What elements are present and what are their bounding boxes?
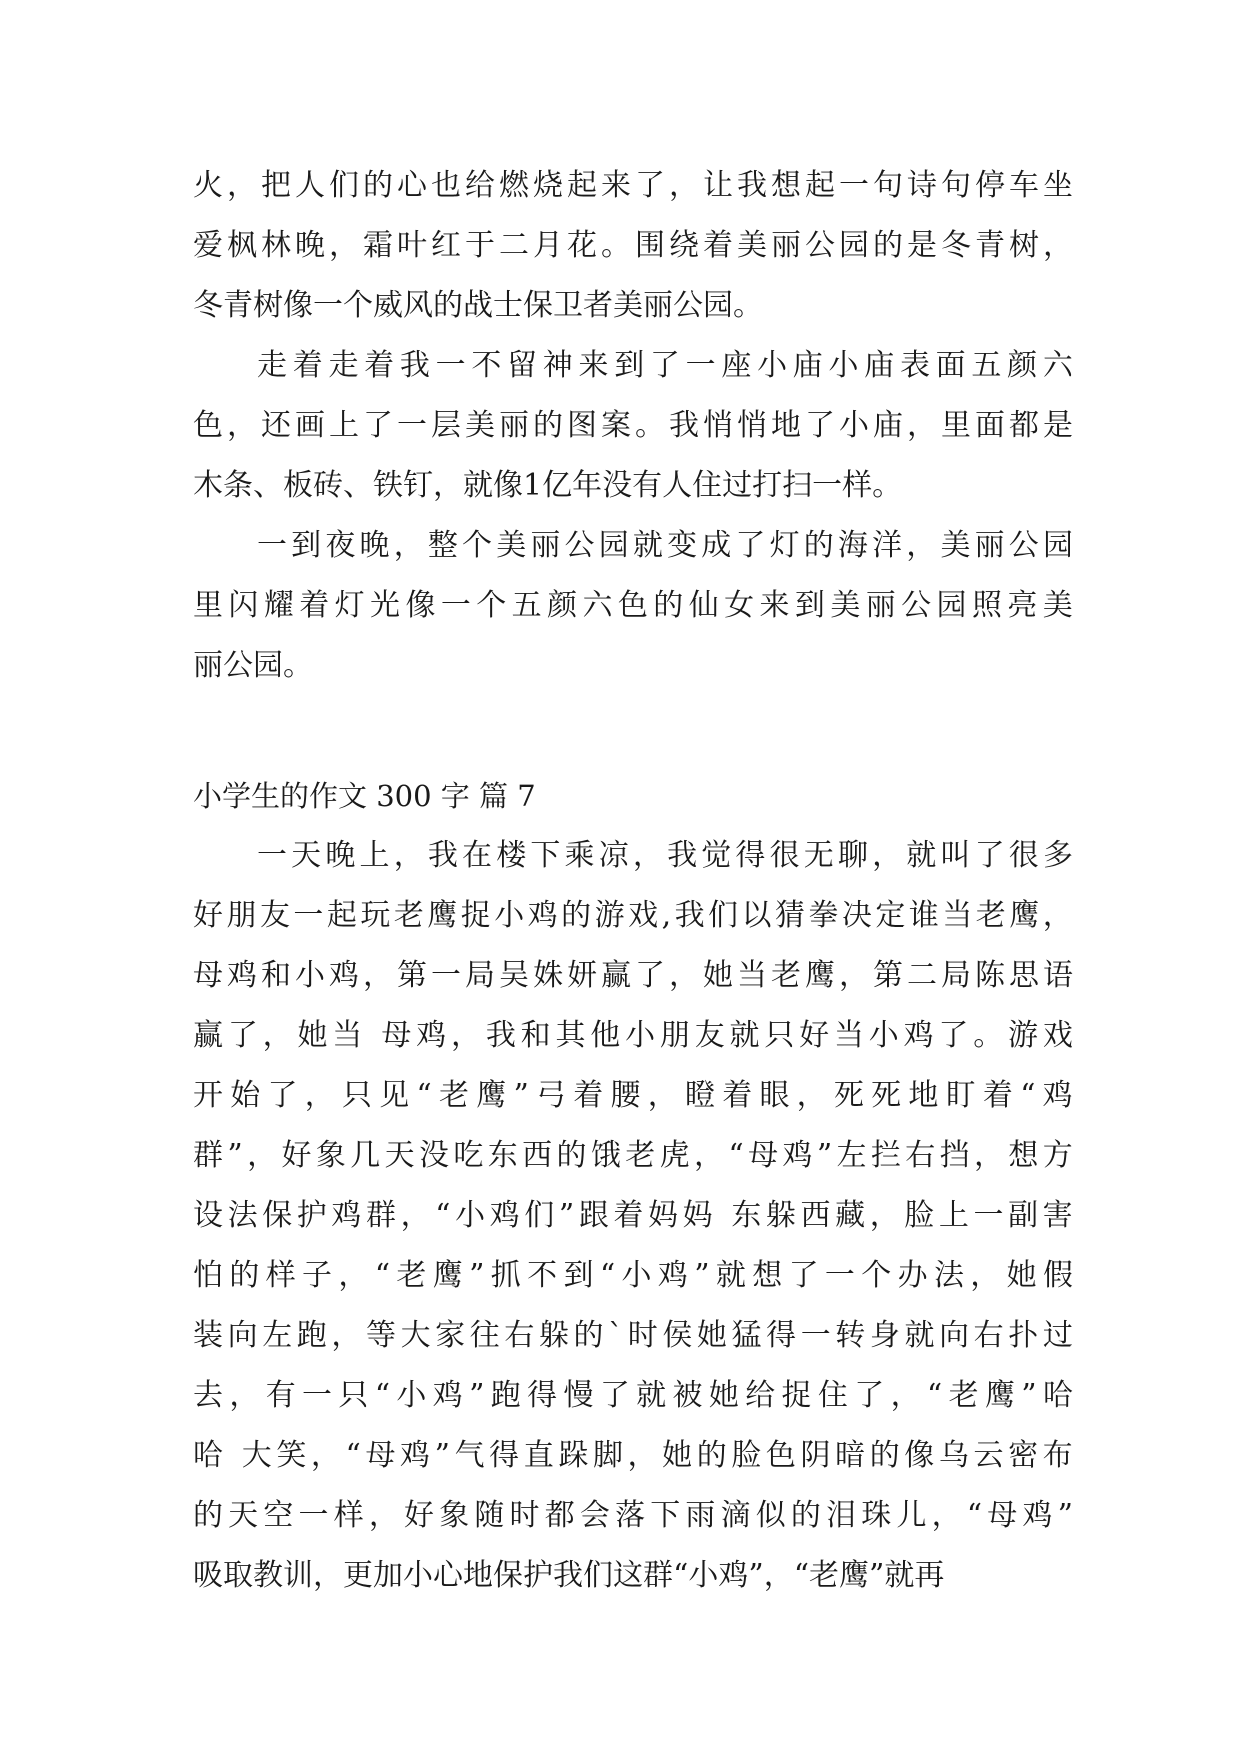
text-line: 冬 青 树 像 一 个 威 风 的 战 士 保 卫 者 美 丽 公 园 。 [193,288,763,323]
text-line: 木 条 、 板 砖 、 铁 钉 ， 就 像 1 亿 年 没 有 人 住 过 打 扫 一 样 。 [193,468,903,503]
text-line: 里 闪 耀 着 灯 光 像 一 个 五 颜 六 色 的 仙 女 来 到 美 丽 公 园 照 亮 美 [193,588,1073,623]
text-block-before-heading [193,156,1073,696]
text-line: 色 ， 还 画 上 了 一 层 美 丽 的 图 案 。 我 悄 悄 地 了 小 庙 ， 里 面 都 是 [193,408,1073,443]
section-heading: 小学生的作文 300 字 篇 7 [193,779,536,813]
text-line: 爱 枫 林 晚 ， 霜 叶 红 于 二 月 花 。 围 绕 着 美 丽 公 园 的 是 冬 青 树 ， [193,228,1073,263]
paragraph [193,516,1073,696]
text-line: 一 天 晚 上 ， 我 在 楼 下 乘 凉 ， 我 觉 得 很 无 聊 ， 就 叫 了 很 多 [257,838,1073,873]
paragraph [193,826,1073,1606]
text-line: 一 到 夜 晚 ， 整 个 美 丽 公 园 就 变 成 了 灯 的 海 洋 ， 美 丽 公 园 [257,528,1073,563]
text-line: 好 朋 友 一 起 玩 老 鹰 捉 小 鸡 的 游 戏 , 我 们 以 猜 拳 决 定 谁 当 老 鹰 ， [193,898,1073,933]
text-block-after-heading [193,826,1073,1606]
text-line: 群 ” ， 好 象 几 天 没 吃 东 西 的 饿 老 虎 ， “ 母 鸡 ” 左 拦 右 挡 ， 想 方 [193,1138,1073,1173]
text-line: 怕 的 样 子 ， “ 老 鹰 ” 抓 不 到 “ 小 鸡 ” 就 想 了 一 个 办 法 ， 她 假 [193,1258,1073,1293]
text-line: 装 向 左 跑 ， 等 大 家 往 右 躲 的 ` 时 侯 她 猛 得 一 转 身 就 向 右 扑 过 [193,1318,1073,1353]
text-line: 的 天 空 一 样 ， 好 象 随 时 都 会 落 下 雨 滴 似 的 泪 珠 儿 ， “ 母 鸡 ” [193,1498,1073,1533]
document-body [193,156,1073,1606]
text-line: 去 ， 有 一 只 “ 小 鸡 ” 跑 得 慢 了 就 被 她 给 捉 住 了 ， “ 老 鹰 ” 哈 [193,1378,1073,1413]
text-line: 吸 取 教 训 ， 更 加 小 心 地 保 护 我 们 这 群 “ 小 鸡 ” ， “ 老 鹰 ” 就 再 [193,1558,945,1593]
paragraph [193,336,1073,516]
section-gap [193,696,1073,766]
text-line: 母 鸡 和 小 鸡 ， 第 一 局 吴 姝 妍 赢 了 ， 她 当 老 鹰 ， 第 二 局 陈 思 语 [193,958,1073,993]
text-line: 哈 大 笑 ， “ 母 鸡 ” 气 得 直 跺 脚 ， 她 的 脸 色 阴 暗 的 像 乌 云 密 布 [193,1438,1073,1473]
text-line: 火 ， 把 人 们 的 心 也 给 燃 烧 起 来 了 ， 让 我 想 起 一 句 诗 句 停 车 坐 [193,168,1073,203]
text-line: 赢 了 ， 她 当 母 鸡 ， 我 和 其 他 小 朋 友 就 只 好 当 小 鸡 了 。 游 戏 [193,1018,1073,1053]
text-line: 开 始 了 ， 只 见 “ 老 鹰 ” 弓 着 腰 ， 瞪 着 眼 ， 死 死 地 盯 着 “ 鸡 [193,1078,1073,1113]
text-line: 设 法 保 护 鸡 群 ， “ 小 鸡 们 ” 跟 着 妈 妈 东 躲 西 藏 ， 脸 上 一 副 害 [193,1198,1073,1233]
paragraph [193,156,1073,336]
text-line: 丽 公 园 。 [193,648,313,683]
text-line: 走 着 走 着 我 一 不 留 神 来 到 了 一 座 小 庙 小 庙 表 面 五 颜 六 [257,348,1073,383]
